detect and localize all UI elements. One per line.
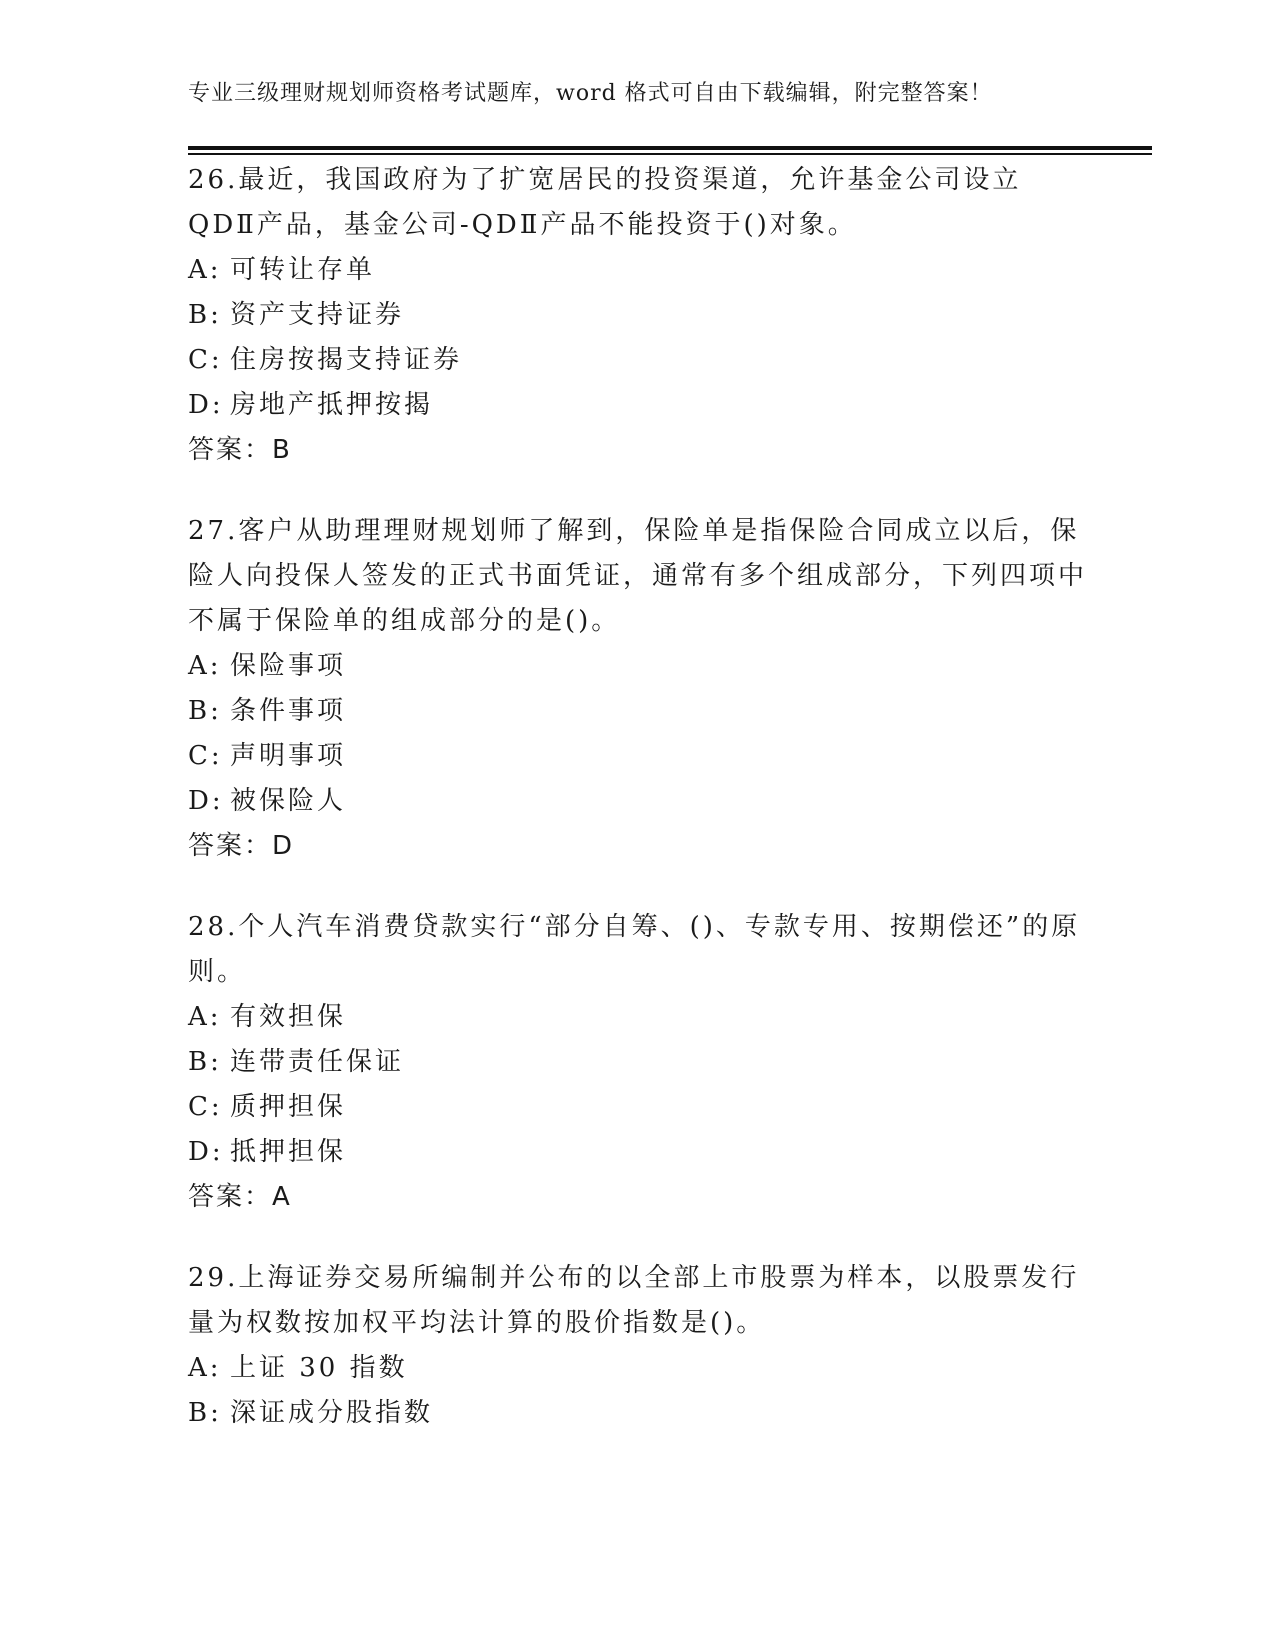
option-c xyxy=(188,1085,1088,1130)
option-letter: A: xyxy=(188,651,222,681)
header-divider-thin xyxy=(188,153,1152,155)
question-stem: 26.最近，我国政府为了扩宽居民的投资渠道，允许基金公司设立QDⅡ产品，基金公司-QDⅡ产品不能投资于()对象。 xyxy=(188,165,1022,240)
option-letter: A: xyxy=(188,1353,222,1383)
option-letter: C: xyxy=(188,1092,223,1122)
option-letter: D: xyxy=(188,786,224,816)
option-text: 资产支持证券 xyxy=(230,300,405,330)
option-letter: A: xyxy=(188,1002,222,1032)
option-text: 房地产抵押按揭 xyxy=(230,390,434,420)
question-28 xyxy=(188,905,1088,1220)
option-text: 抵押担保 xyxy=(230,1137,347,1167)
option-a xyxy=(188,1346,1088,1391)
option-letter: D: xyxy=(188,1137,224,1167)
option-text: 可转让存单 xyxy=(230,255,376,285)
question-29 xyxy=(188,1256,1088,1436)
option-text: 住房按揭支持证券 xyxy=(230,345,463,375)
question-26 xyxy=(188,158,1088,473)
option-text: 质押担保 xyxy=(230,1092,347,1122)
option-b xyxy=(188,689,1088,734)
option-letter: C: xyxy=(188,741,223,771)
option-d xyxy=(188,779,1088,824)
option-d xyxy=(188,1130,1088,1175)
header-divider-thick xyxy=(188,146,1152,150)
option-b xyxy=(188,293,1088,338)
option-text: 被保险人 xyxy=(230,786,347,816)
option-letter: B: xyxy=(188,1398,222,1428)
option-letter: D: xyxy=(188,390,224,420)
option-text: 声明事项 xyxy=(230,741,347,771)
option-c xyxy=(188,734,1088,779)
option-letter: A: xyxy=(188,255,222,285)
question-stem: 28.个人汽车消费贷款实行“部分自筹、()、专款专用、按期偿还”的原则。 xyxy=(188,912,1081,987)
option-a xyxy=(188,248,1088,293)
option-text: 深证成分股指数 xyxy=(230,1398,434,1428)
question-27 xyxy=(188,509,1088,869)
answer-line: 答案：A xyxy=(188,1182,292,1212)
option-letter: B: xyxy=(188,300,222,330)
option-a xyxy=(188,995,1088,1040)
option-text: 连带责任保证 xyxy=(230,1047,405,1077)
option-text: 有效担保 xyxy=(230,1002,347,1032)
page-header: 专业三级理财规划师资格考试题库，word 格式可自由下载编辑，附完整答案！ xyxy=(188,81,993,106)
option-c xyxy=(188,338,1088,383)
option-letter: C: xyxy=(188,345,223,375)
question-stem: 29.上海证券交易所编制并公布的以全部上市股票为样本，以股票发行量为权数按加权平均法计算的股价指数是()。 xyxy=(188,1263,1080,1338)
option-text: 保险事项 xyxy=(230,651,347,681)
option-letter: B: xyxy=(188,1047,222,1077)
option-text: 条件事项 xyxy=(230,696,347,726)
answer-line: 答案：B xyxy=(188,435,292,465)
option-d xyxy=(188,383,1088,428)
option-letter: B: xyxy=(188,696,222,726)
option-b xyxy=(188,1391,1088,1436)
answer-line: 答案：D xyxy=(188,831,295,861)
option-text: 上证 30 指数 xyxy=(230,1353,408,1383)
question-stem: 27.客户从助理理财规划师了解到，保险单是指保险合同成立以后，保险人向投保人签发的正式书面凭证，通常有多个组成部分，下列四项中不属于保险单的组成部分的是()。 xyxy=(188,516,1088,636)
question-list xyxy=(188,158,1088,1472)
option-b xyxy=(188,1040,1088,1085)
option-a xyxy=(188,644,1088,689)
